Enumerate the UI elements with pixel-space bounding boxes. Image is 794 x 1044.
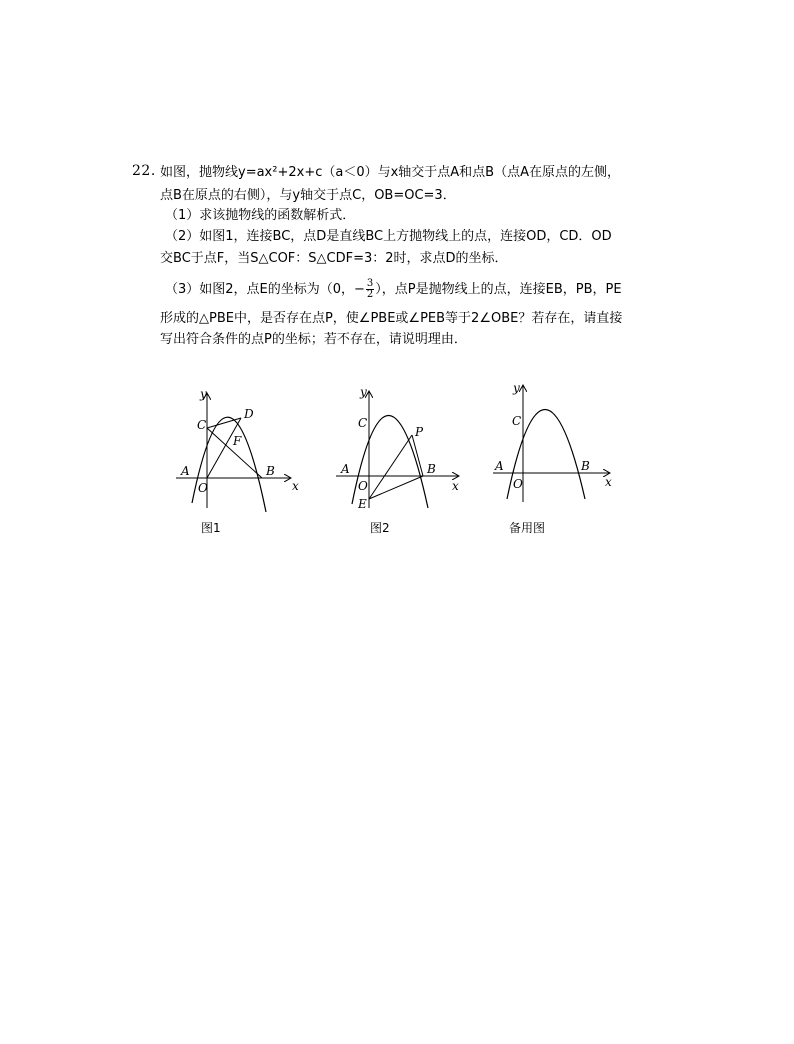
question-intro-line1: 如图，抛物线y=ax²+2x+c（a＜0）与x轴交于点A和点B（点A在原点的左侧， xyxy=(160,165,620,180)
label-C: C xyxy=(512,414,522,428)
label-B: B xyxy=(266,464,275,478)
part2-line2: 交BC于点F，当S△COF：S△CDF=3：2时，求点D的坐标． xyxy=(160,251,508,266)
figure-1-caption: 图1 xyxy=(201,521,221,535)
part3-suffix: ），点P是抛物线上的点，连接EB，PB，PE xyxy=(375,282,622,297)
figure-backup xyxy=(487,380,637,540)
label-A: A xyxy=(341,462,350,476)
question-number: 22. xyxy=(132,163,156,179)
label-x: x xyxy=(452,479,459,493)
label-D: D xyxy=(244,407,254,421)
label-x: x xyxy=(605,475,612,489)
label-y: y xyxy=(360,385,367,399)
part3-line1 xyxy=(165,279,622,300)
label-y: y xyxy=(200,387,207,401)
label-B: B xyxy=(427,462,436,476)
label-x: x xyxy=(292,479,299,493)
fraction-denominator: 2 xyxy=(366,289,374,300)
part1-text: （1）求该抛物线的函数解析式． xyxy=(165,208,356,223)
figure-2-caption: 图2 xyxy=(370,521,390,535)
label-O: O xyxy=(513,477,523,491)
label-A: A xyxy=(495,459,504,473)
label-O: O xyxy=(358,479,368,493)
segment-PB xyxy=(412,435,423,476)
label-B: B xyxy=(581,459,590,473)
part3-line3: 写出符合条件的点P的坐标；若不存在，请说明理由． xyxy=(160,332,467,347)
label-P: P xyxy=(415,425,424,439)
figure-1 xyxy=(172,380,322,540)
fraction-numerator: 3 xyxy=(366,278,374,289)
part3-prefix: （3）如图2，点E的坐标为（0，− xyxy=(165,282,365,297)
figure-2 xyxy=(332,380,482,540)
label-y: y xyxy=(513,381,520,395)
label-A: A xyxy=(181,464,190,478)
fraction-three-halves xyxy=(366,279,374,300)
part3-line2: 形成的△PBE中，是否存在点P，使∠PBE或∠PEB等于2∠OBE？若存在，请直接 xyxy=(160,311,623,326)
figure-backup-caption: 备用图 xyxy=(509,521,546,535)
question-intro-line2: 点B在原点的右侧），与y轴交于点C，OB=OC=3． xyxy=(160,188,456,203)
label-O: O xyxy=(198,481,208,495)
part2-line1: （2）如图1，连接BC，点D是直线BC上方抛物线上的点，连接OD，CD．OD xyxy=(165,229,612,244)
label-F: F xyxy=(233,434,242,448)
label-C: C xyxy=(358,416,368,430)
label-C: C xyxy=(197,418,207,432)
label-E: E xyxy=(358,497,367,511)
